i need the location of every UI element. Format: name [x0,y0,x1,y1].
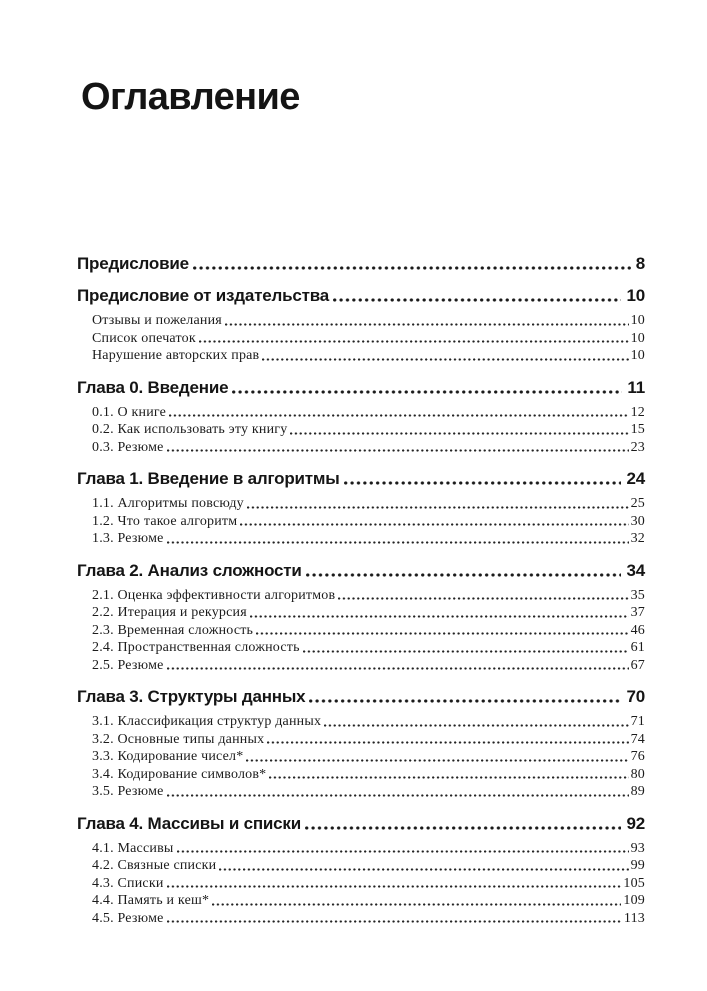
toc-chapter-label: Глава 1. Введение в алгоритмы [77,469,340,488]
dot-leader [344,470,622,488]
toc-sub-row[interactable] [92,404,645,422]
dot-leader [267,731,628,749]
toc-sub-page: 113 [623,910,645,926]
dot-leader [269,766,628,784]
dot-leader [309,688,621,706]
dot-leader [177,840,629,858]
toc-chapter-label: Глава 4. Массивы и списки [77,813,301,833]
toc-group [77,379,645,457]
dot-leader [333,287,621,305]
toc-sub-page: 99 [630,858,645,873]
toc-chapter-label: Предисловие от издательства [77,286,330,305]
dot-leader [232,379,622,397]
toc-sub-label: 3.2. Основные типы данных [92,731,265,747]
toc-sub-page: 46 [630,622,645,638]
dot-leader [338,587,628,605]
dot-leader [247,495,629,513]
toc-sub-page: 80 [630,766,645,782]
dot-leader [324,713,628,731]
toc-sub-label: 2.1. Оценка эффективности алгоритмов [92,587,336,603]
toc-sub-page: 10 [630,313,645,328]
dot-leader [167,875,622,893]
toc-chapter-page: 24 [626,469,645,488]
toc-sub-label: Список опечаток [92,330,196,346]
dot-leader [290,421,628,439]
toc-sub-page: 25 [630,496,645,511]
toc-sub-label: 2.5. Резюме [92,657,164,673]
toc-chapter-label: Глава 3. Структуры данных [77,687,306,706]
dot-leader [212,892,621,910]
toc-sub-label: 4.2. Связные списки [92,858,217,873]
page-title: Оглавление [81,76,300,118]
toc-sub-row[interactable] [92,587,645,605]
dot-leader [167,657,629,675]
toc-sub-label: 1.2. Что такое алгоритм [92,513,238,529]
toc-sub-row[interactable] [92,439,645,457]
toc-sub-page: 71 [630,714,645,729]
dot-leader [199,330,629,348]
toc-chapter-page: 34 [626,560,645,580]
toc-sub-label: 4.5. Резюме [92,910,164,926]
toc-sub-row[interactable] [92,347,645,365]
toc-chapter-page: 70 [626,687,645,706]
toc-chapter-row[interactable] [77,562,645,580]
toc-sub-page: 32 [630,531,645,546]
toc-sub-row[interactable] [92,857,645,875]
toc-sub-row[interactable] [92,513,645,531]
toc-sub-label: 2.3. Временная сложность [92,622,254,638]
toc-sub-page: 10 [630,330,645,346]
dot-leader [225,312,629,330]
toc-sub-page: 23 [630,439,645,455]
dot-leader [303,639,629,657]
toc-sub-row[interactable] [92,840,645,858]
toc-sub-label: 3.3. Кодирование чисел* [92,749,244,764]
toc-chapter-label: Глава 0. Введение [77,377,229,397]
toc-sub-label: Отзывы и пожелания [92,313,222,328]
toc-chapter-page: 8 [635,254,645,273]
toc-group [77,255,645,273]
toc-sub-row[interactable] [92,312,645,330]
toc-list [77,255,645,927]
toc-sub-label: 4.3. Списки [92,875,164,891]
toc-chapter-row[interactable] [77,287,645,305]
toc-sub-page: 74 [630,731,645,747]
toc-sub-row[interactable] [92,892,645,910]
toc-sub-label: 3.4. Кодирование символов* [92,766,267,782]
toc-sub-row[interactable] [92,330,645,348]
toc-sub-page: 37 [630,605,645,620]
toc-sub-label: 3.1. Классификация структур данных [92,714,322,729]
toc-sub-page: 93 [630,840,645,856]
toc-sub-row[interactable] [92,622,645,640]
toc-sub-row[interactable] [92,639,645,657]
toc-sub-page: 35 [630,587,645,603]
toc-group [77,287,645,365]
toc-group [77,470,645,548]
toc-group [77,688,645,801]
dot-leader [169,404,629,422]
toc-chapter-page: 92 [626,813,645,833]
toc-sub-label: 4.1. Массивы [92,840,174,856]
toc-chapter-row[interactable] [77,379,645,397]
toc-sub-label: 2.2. Итерация и рекурсия [92,605,247,620]
toc-sub-page: 67 [630,657,645,673]
dot-leader [240,513,628,531]
toc-chapter-row[interactable] [77,815,645,833]
dot-leader [256,622,628,640]
toc-sub-row[interactable] [92,421,645,439]
dot-leader [262,347,628,365]
toc-sub-page: 30 [630,513,645,529]
toc-sub-row[interactable] [92,748,645,766]
toc-sub-row[interactable] [92,495,645,513]
toc-chapter-label: Предисловие [77,254,189,273]
toc-chapter-row[interactable] [77,688,645,706]
toc-sub-label: 2.4. Пространственная сложность [92,640,300,655]
toc-chapter-label: Глава 2. Анализ сложности [77,560,302,580]
dot-leader [246,748,628,766]
dot-leader [250,604,629,622]
dot-leader [193,255,631,273]
toc-sub-page: 12 [630,404,645,420]
dot-leader [167,783,629,801]
toc-sub-label: 4.4. Память и кеш* [92,893,210,908]
dot-leader [305,815,621,833]
toc-sub-label: 0.2. Как использовать эту книгу [92,422,288,437]
toc-sub-page: 105 [623,875,645,891]
dot-leader [306,562,622,580]
toc-sub-row[interactable] [92,731,645,749]
dot-leader [167,439,629,457]
toc-sub-row[interactable] [92,875,645,893]
toc-chapter-page: 11 [627,377,645,397]
toc-chapter-row[interactable] [77,255,645,273]
toc-sub-label: 1.1. Алгоритмы повсюду [92,496,244,511]
toc-sub-row[interactable] [92,783,645,801]
dot-leader [219,857,628,875]
toc-sub-row[interactable] [92,713,645,731]
toc-sub-label: 0.3. Резюме [92,439,164,455]
toc-group [77,562,645,675]
toc-sub-row[interactable] [92,910,645,928]
toc-sub-row[interactable] [92,530,645,548]
dot-leader [167,910,622,928]
toc-sub-page: 10 [630,348,645,363]
toc-sub-label: 3.5. Резюме [92,784,164,799]
toc-sub-row[interactable] [92,604,645,622]
toc-chapter-page: 10 [626,286,645,305]
toc-chapter-row[interactable] [77,470,645,488]
toc-sub-page: 76 [630,749,645,764]
toc-sub-row[interactable] [92,657,645,675]
toc-sub-label: Нарушение авторских прав [92,348,260,363]
toc-group [77,815,645,928]
toc-sub-label: 0.1. О книге [92,404,167,420]
toc-sub-page: 61 [630,640,645,655]
toc-sub-page: 89 [630,784,645,799]
toc-sub-page: 15 [630,422,645,437]
toc-sub-row[interactable] [92,766,645,784]
toc-sub-page: 109 [623,893,645,908]
dot-leader [167,530,629,548]
toc-sub-label: 1.3. Резюме [92,531,164,546]
